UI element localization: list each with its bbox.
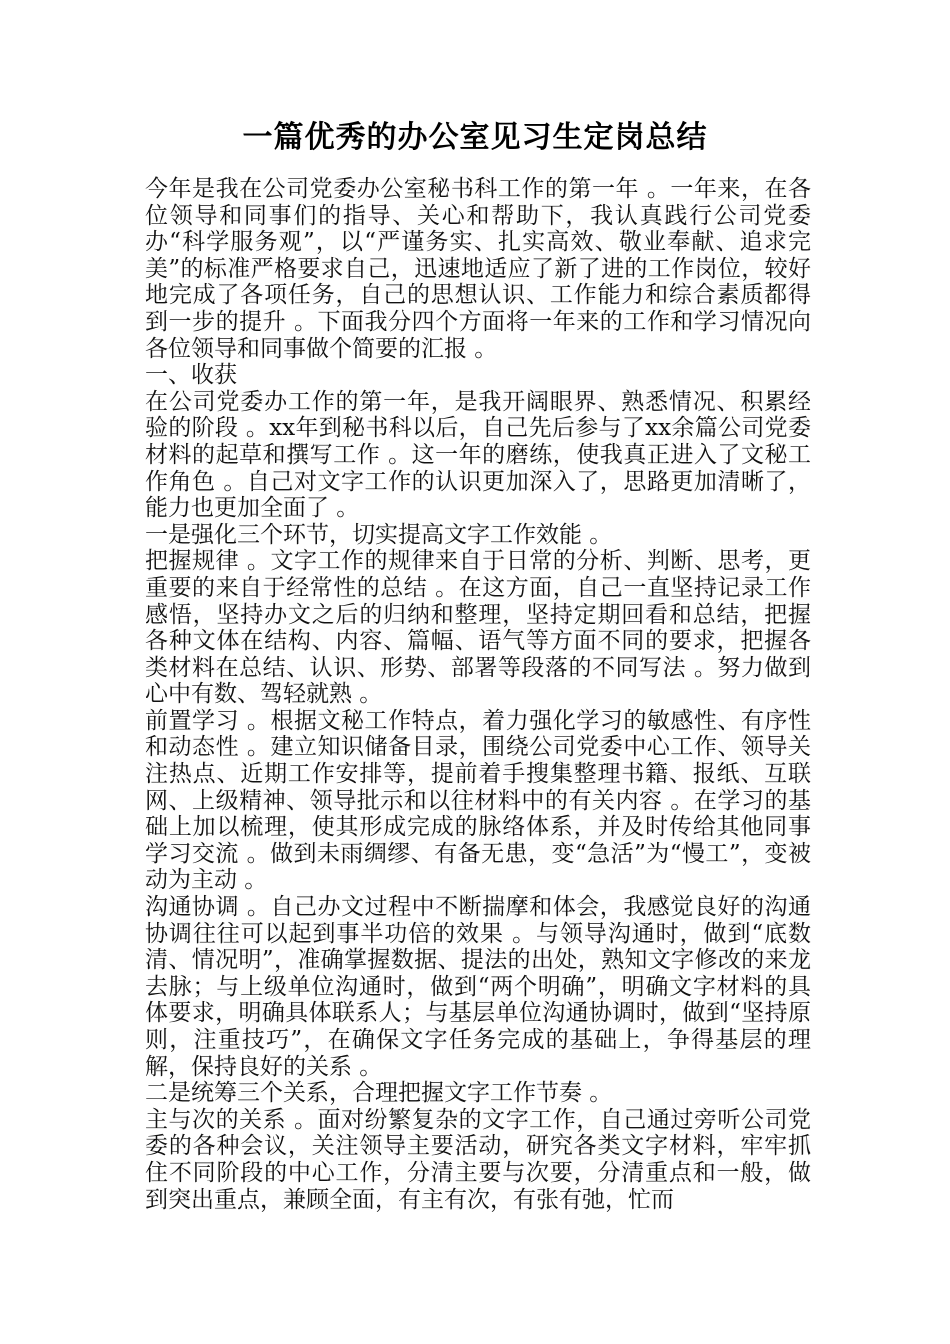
paragraph-grasp-rules: 把握规律 。文字工作的规律来自于日常的分析、判断、思考，更重要的来自于经常性的总结 。在这方面，自己一直坚持记录工作感悟，坚持办文之后的归纳和整理，坚持定期回看和总结，把握各种文体在结构、内容、篇幅、语气等方面不同的要求，把握各类材料在总结、认识、形势、部署等段落的不同写法 。努力做到心中有数、驾轻就熟 。 bbox=[145, 548, 811, 708]
document-title: 一篇优秀的办公室见习生定岗总结 bbox=[242, 120, 708, 155]
section-heading-gains: 一、收获 bbox=[145, 362, 237, 389]
paragraph-primary-secondary: 主与次的关系 。面对纷繁复杂的文字工作，自己通过旁听公司党委的各种会议，关注领导主要活动，研究各类文字材料，牢牢抓住不同阶段的中心工作，分清主要与次要，分清重点和一般，做到突出重点，兼顾全面，有主有次，有张有弛，忙而 bbox=[145, 1106, 811, 1213]
paragraph-first-year: 在公司党委办工作的第一年，是我开阔眼界、熟悉情况、积累经验的阶段 。xx年到秘书科以后，自己先后参与了xx余篇公司党委材料的起草和撰写工作 。这一年的磨练，使我真正进入了文秘工作角色 。自己对文字工作的认识更加深入了，思路更加清晰了，能力也更加全面了 。 bbox=[145, 388, 811, 522]
document-body bbox=[145, 176, 811, 1213]
paragraph-communication: 沟通协调 。自己办文过程中不断揣摩和体会，我感觉良好的沟通协调往往可以起到事半功倍的效果 。与领导沟通时，做到“底数清、情况明”，准确掌握数据、提法的出处，熟知文字修改的来龙去脉；与上级单位沟通时，做到“两个明确”，明确文字材料的具体要求，明确具体联系人；与基层单位沟通协调时，做到“坚持原则，注重技巧”，在确保文字任务完成的基础上，争得基层的理解，保持良好的关系 。 bbox=[145, 894, 811, 1080]
paragraph-intro: 今年是我在公司党委办公室秘书科工作的第一年 。一年来，在各位领导和同事们的指导、关心和帮助下，我认真践行公司党委办“科学服务观”，以“严谨务实、扎实高效、敬业奉献、追求完美”的标准严格要求自己，迅速地适应了新了进的工作岗位，较好地完成了各项任务，自己的思想认识、工作能力和综合素质都得到一步的提升 。下面我分四个方面将一年来的工作和学习情况向各位领导和同事做个简要的汇报 。 bbox=[145, 176, 811, 362]
subheading-three-links: 一是强化三个环节，切实提高文字工作效能 。 bbox=[145, 521, 613, 548]
paragraph-prior-learning: 前置学习 。根据文秘工作特点，着力强化学习的敏感性、有序性和动态性 。建立知识储备目录，围绕公司党委中心工作、领导关注热点、近期工作安排等，提前着手搜集整理书籍、报纸、互联网、上级精神、领导批示和以往材料中的有关内容 。在学习的基础上加以梳理，使其形成完成的脉络体系，并及时传给其他同事学习交流 。做到未雨绸缪、有备无患，变“急活”为“慢工”，变被动为主动 。 bbox=[145, 707, 811, 894]
subheading-three-relations: 二是统筹三个关系，合理把握文字工作节奏 。 bbox=[145, 1080, 613, 1107]
